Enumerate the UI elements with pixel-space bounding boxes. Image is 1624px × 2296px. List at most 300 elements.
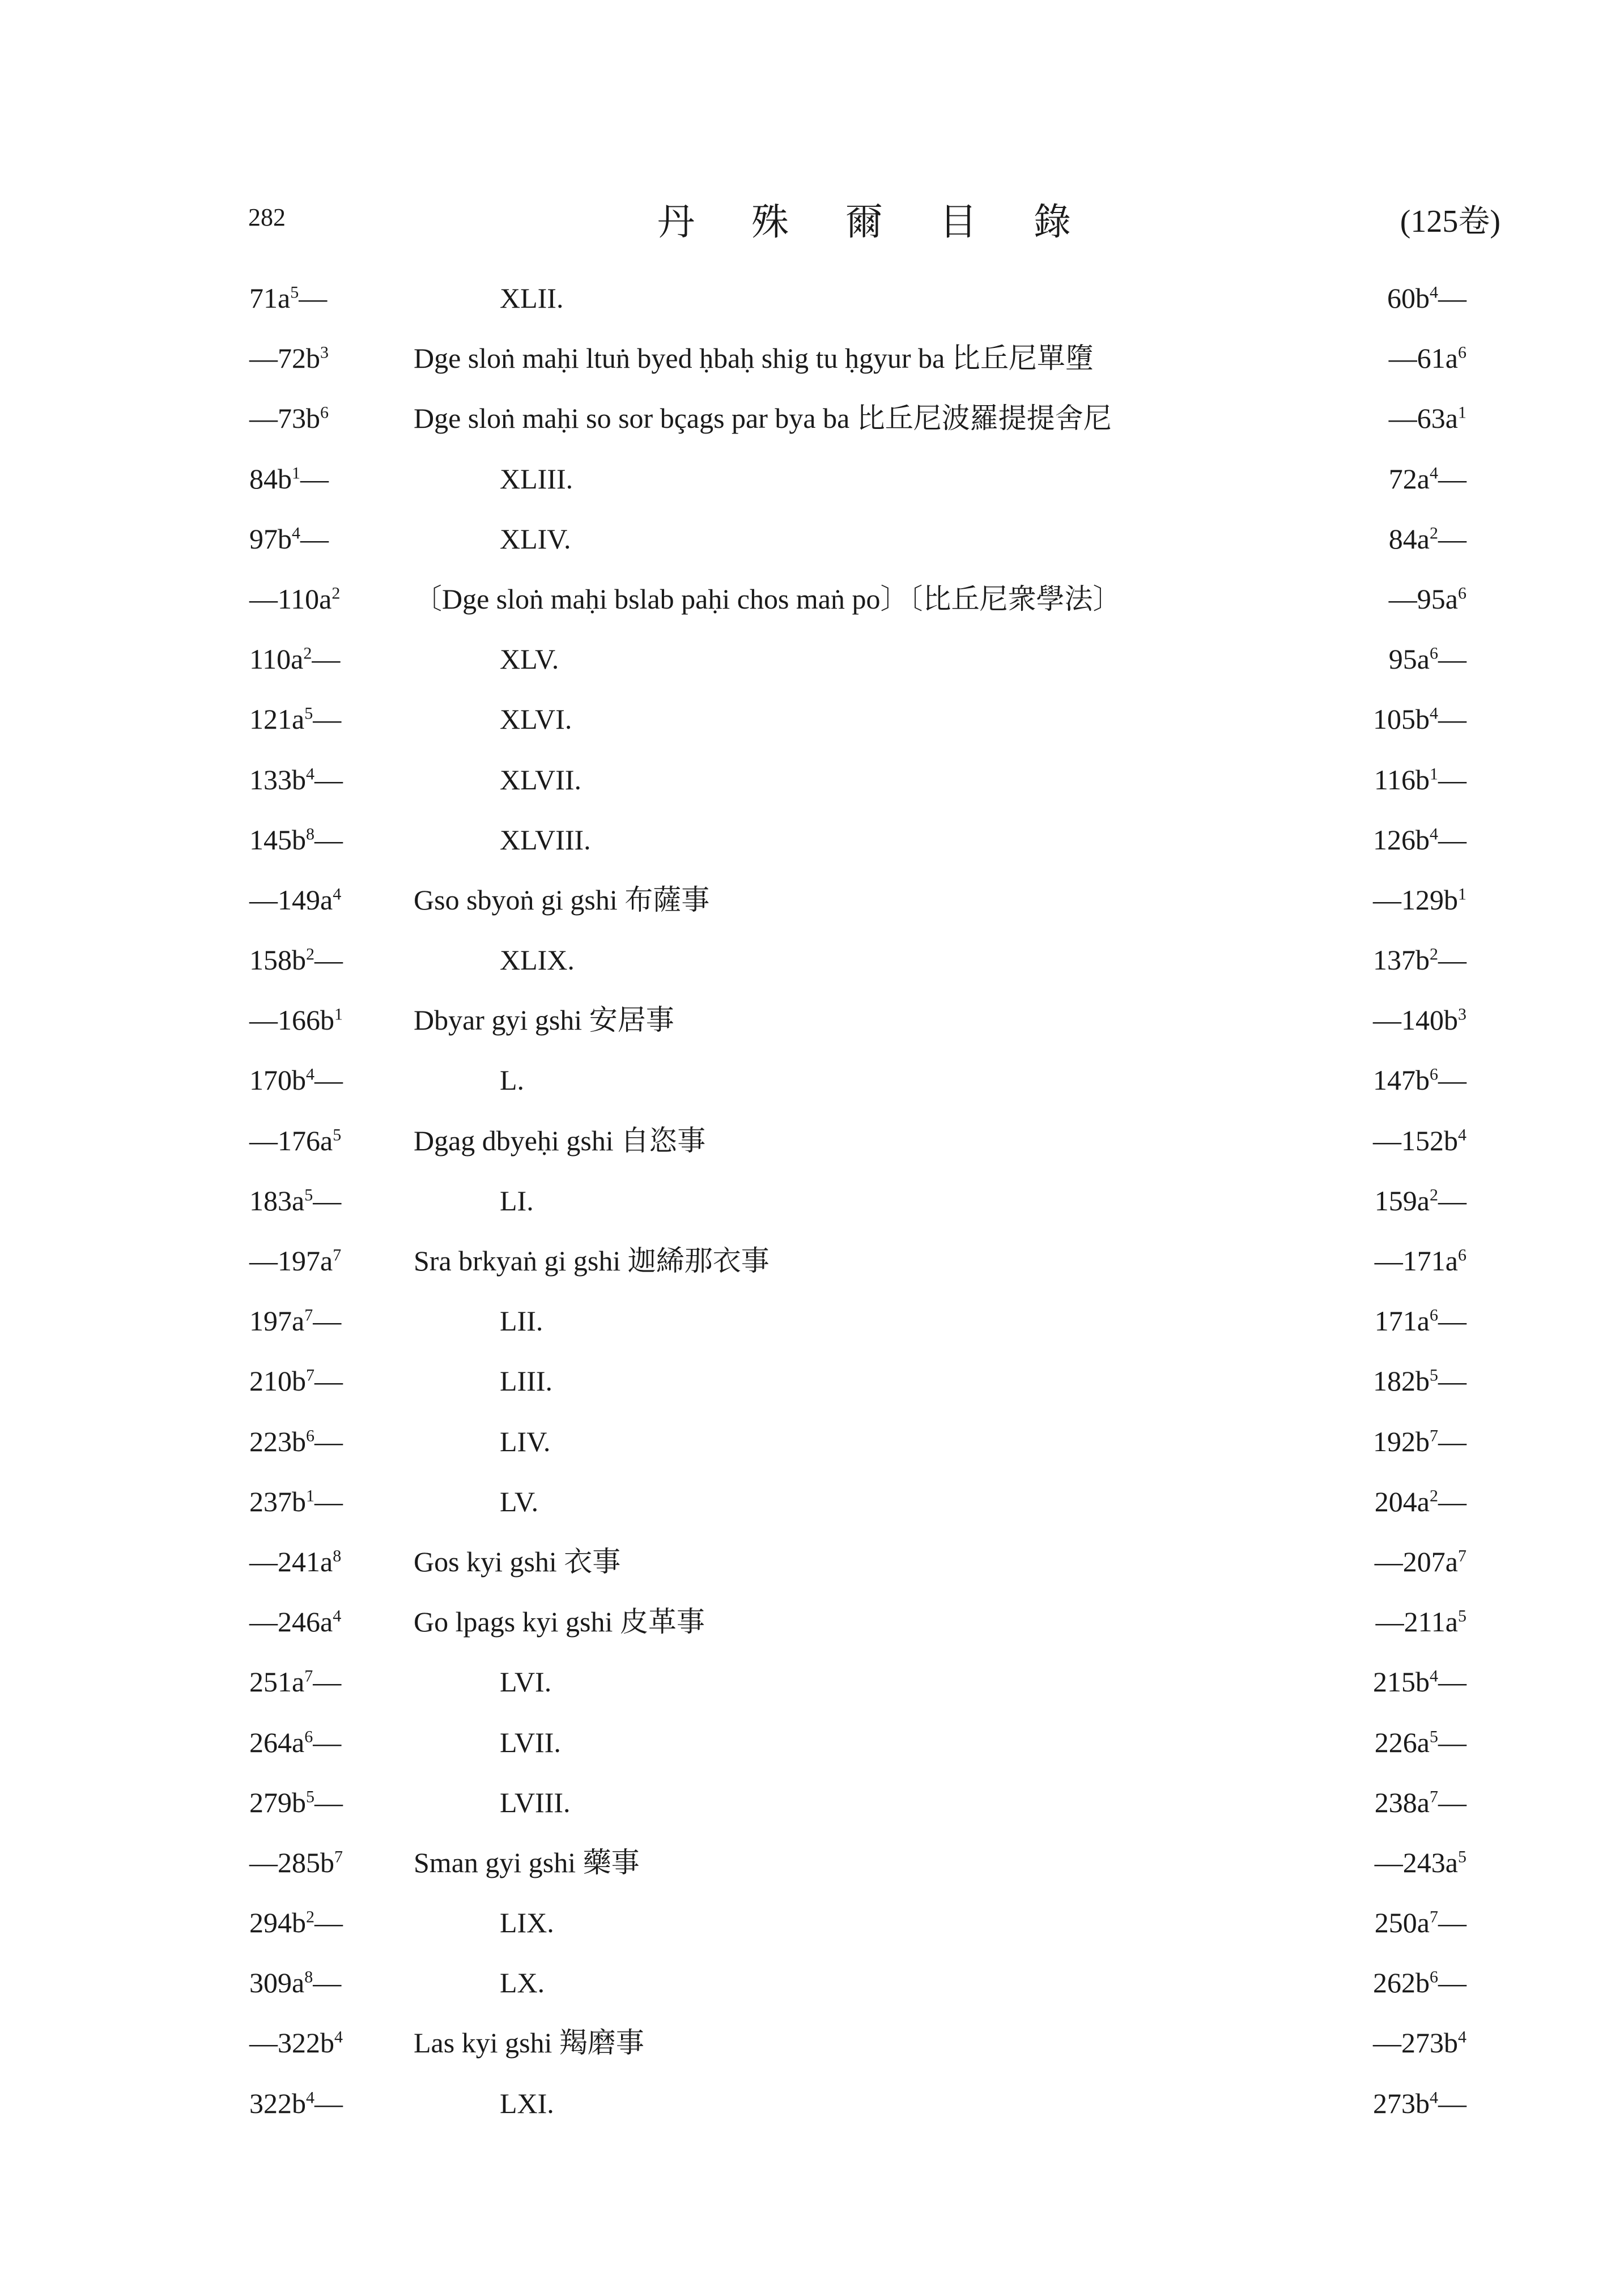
folio-ref-left	[249, 398, 329, 439]
folio-ref-right	[1373, 1360, 1466, 1401]
dash-suffix: —	[1438, 703, 1466, 735]
line-number: 4	[1430, 283, 1438, 302]
line-number: 4	[1430, 704, 1438, 723]
line-number: 4	[1458, 2027, 1466, 2047]
folio-ref-left	[249, 879, 341, 920]
section-numeral: XLIX.	[500, 944, 575, 976]
section-numeral: XLVI.	[500, 703, 572, 735]
line-number: 2	[1430, 1486, 1438, 1506]
folio-ref-left	[249, 2083, 343, 2124]
entry-title: Gso sbyoṅ gi gshi 布薩事	[414, 883, 710, 916]
volume-label: (125卷)	[1400, 204, 1500, 239]
dash-suffix: —	[314, 1064, 343, 1096]
line-number: 4	[1430, 463, 1438, 482]
folio-ref-right	[1389, 398, 1466, 439]
section-numeral: LIX.	[500, 1907, 554, 1939]
dash-prefix: —	[249, 582, 278, 615]
dash-suffix: —	[1438, 1425, 1466, 1457]
folio-ref-right	[1373, 879, 1466, 920]
dash-prefix: —	[249, 883, 278, 916]
line-number: 4	[306, 2087, 314, 2107]
dash-suffix: —	[1438, 1365, 1466, 1397]
dash-prefix: —	[1388, 402, 1417, 435]
dash-suffix: —	[312, 643, 341, 675]
folio-ref-left	[249, 1060, 343, 1100]
line-number: 2	[306, 1907, 314, 1927]
line-number: 8	[333, 1546, 342, 1566]
folio-ref-right	[1373, 699, 1466, 739]
folio-number: 215b	[1373, 1666, 1430, 1698]
dash-suffix: —	[1438, 1485, 1466, 1517]
dash-suffix: —	[1438, 1967, 1466, 1999]
line-number: 2	[1430, 524, 1438, 543]
line-number: 4	[1430, 2087, 1438, 2107]
folio-number: 211a	[1404, 1606, 1458, 1638]
folio-number: 322b	[278, 2027, 334, 2059]
folio-ref-left	[249, 939, 343, 980]
dash-suffix: —	[314, 1365, 343, 1397]
dash-suffix: —	[1438, 282, 1466, 314]
folio-ref-left	[249, 1000, 343, 1040]
folio-number: 105b	[1373, 703, 1430, 735]
folio-ref-right	[1373, 1120, 1466, 1161]
line-number: 4	[333, 1606, 342, 1626]
dash-suffix: —	[314, 1485, 343, 1517]
list-item	[0, 639, 1624, 699]
folio-number: 273b	[1401, 2027, 1458, 2059]
dash-prefix: —	[249, 402, 278, 435]
folio-ref-right	[1389, 518, 1466, 559]
folio-ref-left	[249, 1902, 343, 1943]
running-title: 丹殊爾目錄	[657, 200, 1128, 244]
line-number: 5	[1430, 1727, 1438, 1746]
entry-title: Dgag dbyeḥi gshi 自恣事	[414, 1124, 706, 1156]
line-number: 4	[334, 2027, 343, 2047]
entry-title: Dge sloṅ maḥi ltuṅ byed ḥbaḥ shig tu ḥgyur ba 比丘尼單墮	[414, 342, 1094, 375]
dash-suffix: —	[299, 282, 328, 314]
dash-suffix: —	[1438, 1726, 1466, 1758]
list-item	[0, 1240, 1624, 1300]
folio-ref-left	[249, 1300, 341, 1341]
line-number: 7	[333, 1245, 342, 1265]
folio-ref-left	[249, 458, 329, 499]
folio-ref-right	[1375, 1842, 1466, 1883]
line-number: 2	[306, 945, 314, 964]
dash-prefix: —	[1374, 1545, 1403, 1578]
list-item	[0, 819, 1624, 879]
section-numeral: LXI.	[500, 2087, 554, 2119]
folio-number: 241a	[278, 1545, 333, 1578]
folio-number: 197a	[278, 1245, 333, 1277]
folio-ref-right	[1373, 1000, 1466, 1040]
folio-number: 262b	[1373, 1967, 1430, 1999]
dash-prefix: —	[1375, 1606, 1404, 1638]
entry-title: Dge sloṅ maḥi so sor bçags par bya ba 比丘尼波羅提提舍尼	[414, 402, 1112, 435]
line-number: 4	[333, 885, 342, 904]
folio-number: 95a	[1417, 582, 1458, 615]
folio-number: 176a	[278, 1124, 333, 1156]
dash-suffix: —	[314, 1425, 343, 1457]
dash-suffix: —	[1438, 1184, 1466, 1217]
folio-number: 226a	[1374, 1726, 1430, 1758]
line-number: 5	[304, 1185, 313, 1205]
folio-number: 72a	[1388, 462, 1430, 495]
section-numeral: XLVII.	[500, 763, 581, 796]
folio-number: 171a	[1402, 1245, 1458, 1277]
folio-number: 264a	[249, 1726, 305, 1758]
line-number: 8	[306, 824, 314, 844]
entry-title: 〔Dge sloṅ maḥi bslab paḥi chos maṅ po〕〔比丘尼衆學法〕	[414, 582, 1121, 615]
list-item	[0, 1180, 1624, 1240]
folio-ref-left	[249, 278, 327, 318]
dash-suffix: —	[313, 1305, 342, 1337]
section-numeral: XLII.	[500, 282, 564, 314]
folio-ref-right	[1375, 1300, 1466, 1341]
entry-title: Sra brkyaṅ gi gshi 迦絺那衣事	[414, 1245, 770, 1277]
dash-suffix: —	[1438, 462, 1466, 495]
folio-number: 84b	[249, 462, 292, 495]
folio-ref-left	[249, 1601, 341, 1642]
catalog-entries	[0, 278, 1624, 2143]
folio-number: 159a	[1374, 1184, 1430, 1217]
folio-ref-right	[1373, 819, 1466, 860]
dash-suffix: —	[314, 823, 343, 856]
folio-number: 210b	[249, 1365, 306, 1397]
dash-prefix: —	[1374, 1846, 1403, 1878]
page-number: 282	[248, 203, 286, 231]
folio-number: 223b	[249, 1425, 306, 1457]
section-numeral: LV.	[500, 1485, 539, 1517]
folio-number: 97b	[249, 522, 292, 555]
folio-ref-right	[1373, 1421, 1466, 1462]
section-numeral: LII.	[500, 1305, 543, 1337]
folio-ref-right	[1376, 1601, 1466, 1642]
list-item	[0, 1601, 1624, 1661]
list-item	[0, 2083, 1624, 2143]
line-number: 7	[1430, 1787, 1438, 1806]
folio-ref-right	[1389, 458, 1466, 499]
line-number: 1	[1430, 764, 1438, 783]
dash-suffix: —	[1438, 522, 1466, 555]
dash-suffix: —	[1438, 1907, 1466, 1939]
dash-suffix: —	[313, 1184, 342, 1217]
section-numeral: XLIII.	[500, 462, 573, 495]
line-number: 6	[306, 1426, 314, 1445]
folio-ref-left	[249, 1180, 341, 1221]
list-item	[0, 939, 1624, 1000]
dash-prefix: —	[249, 1245, 278, 1277]
section-numeral: LIV.	[500, 1425, 551, 1457]
dash-suffix: —	[300, 462, 329, 495]
line-number: 1	[1458, 403, 1466, 422]
dash-prefix: —	[1373, 1124, 1401, 1156]
line-number: 8	[304, 1967, 313, 1987]
folio-number: 121a	[249, 703, 305, 735]
line-number: 6	[1458, 584, 1466, 603]
folio-number: 204a	[1374, 1485, 1430, 1517]
folio-ref-right	[1387, 278, 1466, 318]
list-item	[0, 879, 1624, 939]
folio-ref-left	[249, 1541, 341, 1582]
folio-number: 84a	[1388, 522, 1430, 555]
list-item	[0, 1722, 1624, 1782]
dash-suffix: —	[313, 1726, 342, 1758]
dash-suffix: —	[314, 1907, 343, 1939]
dash-suffix: —	[314, 944, 343, 976]
folio-ref-left	[249, 518, 329, 559]
folio-number: 273b	[1373, 2087, 1430, 2119]
folio-ref-right	[1373, 2083, 1466, 2124]
dash-suffix: —	[314, 763, 343, 796]
dash-prefix: —	[249, 1545, 278, 1578]
line-number: 5	[290, 283, 299, 302]
line-number: 5	[304, 704, 313, 723]
dash-prefix: —	[1388, 342, 1417, 375]
list-item	[0, 398, 1624, 458]
folio-number: 171a	[1374, 1305, 1430, 1337]
line-number: 2	[1430, 1185, 1438, 1205]
folio-number: 197a	[249, 1305, 305, 1337]
dash-prefix: —	[1373, 883, 1401, 916]
folio-number: 246a	[278, 1606, 333, 1638]
dash-prefix: —	[1373, 2027, 1401, 2059]
folio-number: 149a	[278, 883, 333, 916]
line-number: 7	[1430, 1426, 1438, 1445]
dash-suffix: —	[1438, 763, 1466, 796]
folio-number: 250a	[1374, 1907, 1430, 1939]
folio-number: 147b	[1373, 1064, 1430, 1096]
dash-suffix: —	[1438, 643, 1466, 675]
dash-prefix: —	[1388, 582, 1417, 615]
list-item	[0, 1962, 1624, 2022]
folio-ref-right	[1389, 579, 1466, 619]
folio-ref-left	[249, 1722, 341, 1763]
list-item	[0, 1360, 1624, 1421]
folio-number: 152b	[1401, 1124, 1458, 1156]
folio-number: 251a	[249, 1666, 305, 1698]
folio-ref-right	[1373, 1060, 1466, 1100]
folio-number: 137b	[1373, 944, 1430, 976]
line-number: 4	[1430, 824, 1438, 844]
folio-ref-left	[249, 1360, 343, 1401]
folio-ref-right	[1373, 939, 1466, 980]
folio-ref-right	[1375, 1782, 1466, 1823]
folio-number: 158b	[249, 944, 306, 976]
line-number: 7	[306, 1366, 314, 1385]
line-number: 4	[1430, 1666, 1438, 1686]
list-item	[0, 1300, 1624, 1360]
line-number: 7	[304, 1306, 313, 1325]
folio-number: 237b	[249, 1485, 306, 1517]
line-number: 1	[292, 463, 300, 482]
entry-title: Gos kyi gshi 衣事	[414, 1545, 621, 1578]
line-number: 3	[1458, 1005, 1466, 1024]
dash-suffix: —	[1438, 944, 1466, 976]
folio-number: 95a	[1388, 643, 1430, 675]
section-numeral: LX.	[500, 1967, 545, 1999]
folio-ref-right	[1375, 1481, 1466, 1522]
page-header	[0, 187, 1624, 249]
folio-number: 61a	[1417, 342, 1458, 375]
folio-number: 71a	[249, 282, 291, 314]
line-number: 7	[334, 1847, 343, 1866]
line-number: 6	[1430, 1306, 1438, 1325]
folio-ref-left	[249, 1782, 343, 1823]
line-number: 5	[1430, 1366, 1438, 1385]
folio-number: 182b	[1373, 1365, 1430, 1397]
list-item	[0, 458, 1624, 518]
dash-suffix: —	[314, 1786, 343, 1818]
list-item	[0, 1421, 1624, 1481]
list-item	[0, 338, 1624, 398]
folio-ref-left	[249, 2022, 343, 2063]
folio-number: 129b	[1401, 883, 1458, 916]
line-number: 3	[320, 343, 329, 362]
list-item	[0, 1541, 1624, 1601]
line-number: 6	[1430, 644, 1438, 663]
folio-number: 116b	[1374, 763, 1430, 796]
list-item	[0, 1661, 1624, 1721]
line-number: 7	[304, 1666, 313, 1686]
folio-ref-right	[1375, 1240, 1466, 1281]
section-numeral: XLV.	[500, 643, 559, 675]
line-number: 1	[306, 1486, 314, 1506]
section-numeral: LVII.	[500, 1726, 561, 1758]
list-item	[0, 1481, 1624, 1541]
line-number: 2	[1430, 945, 1438, 964]
section-numeral: XLVIII.	[500, 823, 591, 856]
line-number: 5	[1458, 1606, 1466, 1626]
folio-ref-right	[1375, 1902, 1466, 1943]
folio-ref-left	[249, 1962, 341, 2003]
section-numeral: LVI.	[500, 1666, 552, 1698]
dash-suffix: —	[1438, 823, 1466, 856]
list-item	[0, 1842, 1624, 1902]
folio-ref-right	[1375, 1722, 1466, 1763]
list-item	[0, 278, 1624, 338]
dash-suffix: —	[313, 1967, 342, 1999]
folio-number: 183a	[249, 1184, 305, 1217]
dash-prefix: —	[1373, 1004, 1401, 1036]
line-number: 1	[334, 1005, 343, 1024]
folio-ref-right	[1375, 1541, 1466, 1582]
folio-number: 243a	[1402, 1846, 1458, 1878]
folio-number: 294b	[249, 1907, 306, 1939]
folio-number: 73b	[278, 402, 320, 435]
line-number: 4	[292, 524, 300, 543]
line-number: 6	[304, 1727, 313, 1746]
section-numeral: L.	[500, 1064, 525, 1096]
folio-number: 238a	[1374, 1786, 1430, 1818]
folio-ref-right	[1373, 1962, 1466, 2003]
line-number: 6	[1458, 1245, 1466, 1265]
dash-suffix: —	[300, 522, 329, 555]
list-item	[0, 759, 1624, 819]
list-item	[0, 1902, 1624, 1962]
list-item	[0, 1782, 1624, 1842]
folio-ref-right	[1374, 759, 1466, 800]
folio-number: 207a	[1402, 1545, 1458, 1578]
folio-ref-right	[1375, 1180, 1466, 1221]
list-item	[0, 2022, 1624, 2082]
list-item	[0, 699, 1624, 759]
section-numeral: LIII.	[500, 1365, 552, 1397]
section-numeral: LVIII.	[500, 1786, 571, 1818]
dash-suffix: —	[313, 1666, 342, 1698]
folio-number: 170b	[249, 1064, 306, 1096]
dash-prefix: —	[249, 342, 278, 375]
folio-number: 133b	[249, 763, 306, 796]
list-item	[0, 518, 1624, 579]
dash-suffix: —	[1438, 1064, 1466, 1096]
folio-ref-left	[249, 1661, 341, 1702]
folio-ref-right	[1373, 1661, 1466, 1702]
folio-number: 145b	[249, 823, 306, 856]
line-number: 4	[306, 1065, 314, 1084]
folio-number: 140b	[1401, 1004, 1458, 1036]
folio-number: 110a	[249, 643, 304, 675]
line-number: 4	[1458, 1125, 1466, 1144]
folio-ref-left	[249, 338, 329, 379]
folio-ref-left	[249, 1481, 343, 1522]
folio-ref-left	[249, 699, 341, 739]
list-item	[0, 579, 1624, 639]
line-number: 2	[331, 584, 341, 603]
dash-suffix: —	[314, 2087, 343, 2119]
folio-number: 60b	[1387, 282, 1430, 314]
line-number: 6	[1458, 343, 1466, 362]
line-number: 4	[306, 764, 314, 783]
dash-suffix: —	[313, 703, 342, 735]
entry-title: Las kyi gshi 羯磨事	[414, 2027, 644, 2059]
folio-ref-left	[249, 1240, 341, 1281]
folio-ref-left	[249, 1120, 341, 1161]
dash-suffix: —	[1438, 1786, 1466, 1818]
dash-suffix: —	[1438, 1666, 1466, 1698]
folio-ref-right	[1373, 2022, 1466, 2063]
folio-ref-left	[249, 1842, 343, 1883]
folio-ref-left	[249, 819, 343, 860]
folio-number: 166b	[278, 1004, 334, 1036]
dash-suffix: —	[1438, 1305, 1466, 1337]
dash-suffix: —	[1438, 2087, 1466, 2119]
folio-ref-left	[249, 579, 340, 619]
dash-prefix: —	[1374, 1245, 1403, 1277]
line-number: 5	[306, 1787, 314, 1806]
folio-number: 285b	[278, 1846, 334, 1878]
folio-number: 63a	[1417, 402, 1458, 435]
folio-ref-left	[249, 639, 340, 679]
folio-ref-left	[249, 1421, 343, 1462]
folio-number: 192b	[1373, 1425, 1430, 1457]
dash-prefix: —	[249, 1004, 278, 1036]
folio-ref-right	[1389, 338, 1466, 379]
line-number: 2	[303, 644, 312, 663]
line-number: 6	[320, 403, 329, 422]
list-item	[0, 1060, 1624, 1120]
dash-prefix: —	[249, 1606, 278, 1638]
folio-number: 110a	[278, 582, 332, 615]
dash-prefix: —	[249, 1846, 278, 1878]
line-number: 6	[1430, 1065, 1438, 1084]
line-number: 5	[1458, 1847, 1466, 1866]
entry-title: Sman gyi gshi 藥事	[414, 1846, 640, 1878]
list-item	[0, 1000, 1624, 1060]
list-item	[0, 1120, 1624, 1180]
line-number: 7	[1458, 1546, 1466, 1566]
line-number: 5	[333, 1125, 342, 1144]
folio-number: 279b	[249, 1786, 306, 1818]
